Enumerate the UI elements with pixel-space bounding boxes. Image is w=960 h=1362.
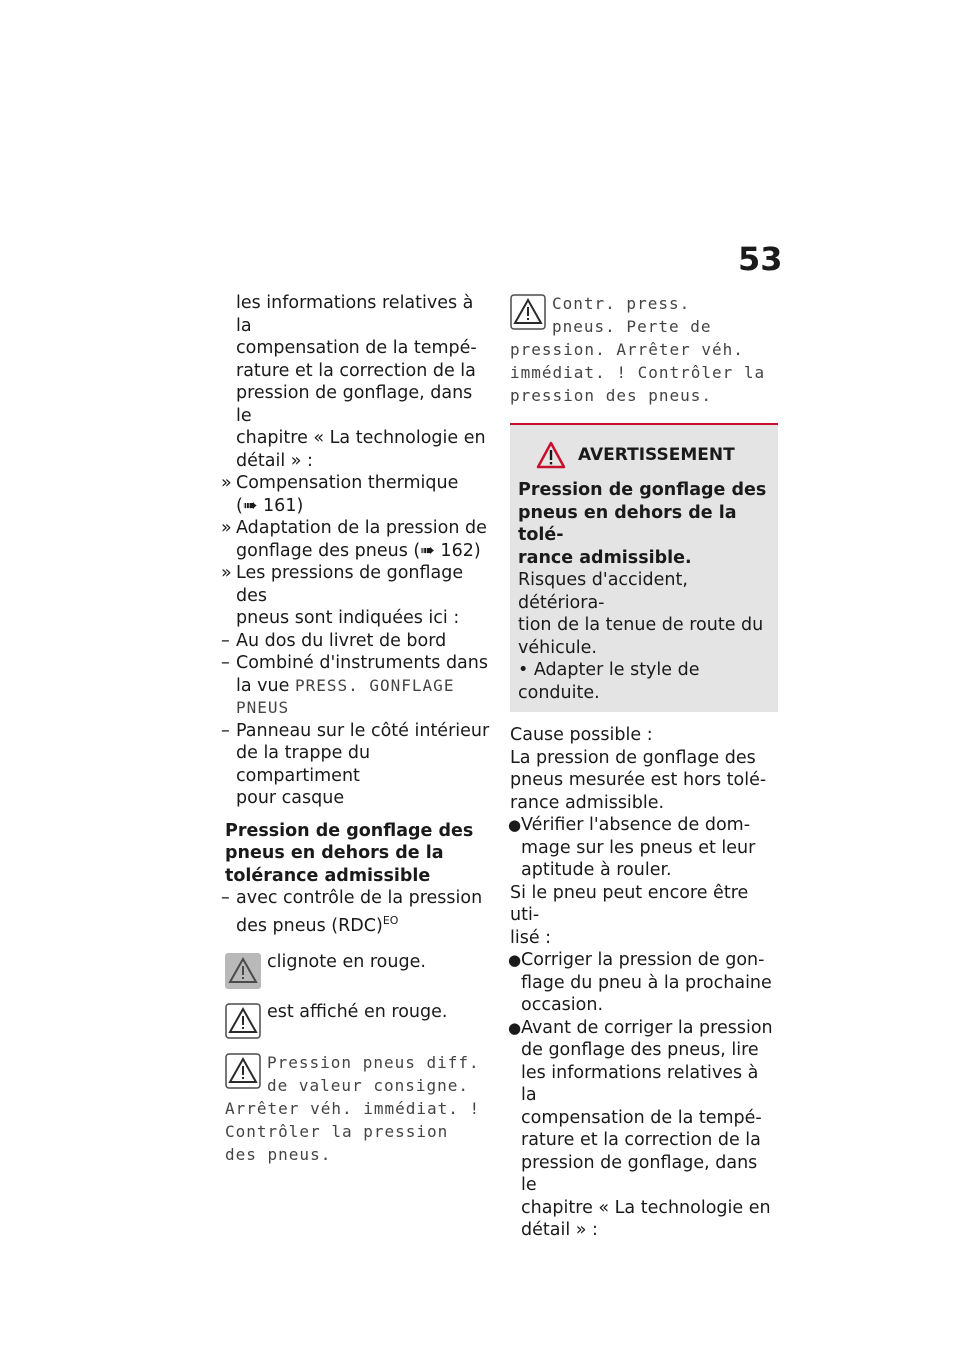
text-line: Avant de corriger la pression [521,1017,773,1038]
text-line: pour casque [236,788,345,808]
text-line: détail » : [521,1220,598,1240]
warning-triangle-outline-icon [510,294,546,330]
reference-marker: » [221,563,232,583]
text-line: de valeur consigne. [267,1075,470,1095]
text-line: rance admissible. [510,792,665,813]
cause-text [510,747,778,815]
text-line: de la trappe du compartiment [236,743,371,786]
text-line: Contr. press. [552,294,691,313]
text-line: pression des pneus. [510,386,713,405]
text-line: Les pressions de gonflage des [236,563,464,606]
warning-action [518,659,770,704]
display-message-block [510,292,778,407]
left-column [221,292,493,1166]
text-line: détail » : [236,450,313,471]
text-line: de gonflage des pneus, lire [521,1040,759,1060]
text-line: rature et la correction de la [521,1130,761,1150]
cause-label: Cause possible : [510,725,653,745]
dash-marker: – [221,653,230,673]
text-line: aptitude à rouler. [521,860,672,880]
text-line: Pression de gonflage des [518,480,767,500]
page-number: 53 [738,240,783,278]
indicator-text: clignote en rouge. [267,951,426,972]
text-line: véhicule. [518,637,597,658]
indicator-row [225,1001,493,1041]
warning-action-text: Adapter le style de conduite. [518,660,700,703]
text-line: Compensation thermique [236,473,459,493]
warning-title [518,441,770,469]
text-line: avec contrôle de la pression [236,888,483,908]
text-line: chapitre « La technologie en [521,1197,771,1218]
reference-item[interactable] [221,472,493,517]
warning-triangle-outline-icon [225,1003,261,1039]
text-line: tolérance admissible [225,865,431,886]
section-heading [225,820,493,888]
text-line: flage du pneu à la prochaine [521,972,772,993]
condition-item [221,887,493,937]
text-fragment: la vue [236,675,290,696]
text-line: Combiné d'instruments dans [236,653,488,673]
list-item [510,1017,778,1242]
text-line: les informations relatives à la [521,1062,759,1105]
text-line: Pression pneus diff. [267,1052,480,1072]
warning-triangle-grey-icon [225,953,261,989]
text-line: immédiat. ! Contrôler la [510,363,766,382]
text-line: Risques d'accident, détériora- [518,570,688,613]
text-line: pneus mesurée est hors tolé- [510,770,767,790]
text-line: les informations relatives à la [236,293,474,336]
intro-text [225,292,493,472]
bullet-marker: ● [508,951,522,969]
text-line: mage sur les pneus et leur [521,837,756,858]
bullet-marker: • [518,660,534,680]
warning-box [510,423,778,712]
text-line: pression de gonflage, dans le [236,383,473,426]
display-message-block [225,1051,493,1166]
equipment-code: EO [382,913,399,927]
display-message: PNEUS [236,698,290,717]
warning-heading [518,479,770,569]
bullet-marker: ● [508,816,522,834]
text-line [236,910,493,937]
text-line: Pression de gonflage des [225,820,474,841]
warning-body [518,569,770,659]
reference-marker: » [221,518,232,538]
dash-item [221,652,493,720]
text-line: Adaptation de la pression de [236,518,487,538]
text-line: pneus en dehors de la tolé- [518,502,737,545]
text-line: pneus. Perte de [552,317,712,336]
text-line: tion de la tenue de route du [518,615,764,635]
text-line: Vérifier l'absence de dom- [521,815,751,835]
indicator-row [225,951,493,991]
text-line: chapitre « La technologie en [236,428,486,448]
text-line: compensation de la tempé- [521,1107,762,1128]
page-reference[interactable]: (➠ 161) [236,495,304,516]
text-line: pneus en dehors de la [225,843,444,863]
reference-item [221,562,493,630]
text-line: occasion. [521,995,604,1015]
condition-text [510,882,778,950]
list-item [510,814,778,882]
text-line: compensation de la tempé- [236,338,477,358]
list-item [510,949,778,1017]
right-column [510,292,778,1242]
dash-item [221,630,493,653]
indicator-text: est affiché en rouge. [267,1001,448,1022]
text-fragment: des pneus (RDC) [236,915,383,936]
display-message: PRESS. GONFLAGE [294,675,455,695]
text-line: Corriger la pression de gon- [521,950,765,970]
reference-marker: » [221,473,232,493]
text-line: rature et la correction de la [236,360,476,381]
text-line: Au dos du livret de bord [236,630,447,651]
text-line: Panneau sur le côté intérieur [236,720,490,741]
warning-triangle-outline-icon [225,1053,261,1089]
text-line: pression de gonflage, dans le [521,1152,758,1195]
text-line [236,675,493,698]
text-line: pneus sont indiquées ici : [236,608,460,628]
text-line: lisé : [510,927,552,948]
text-line: des pneus. [225,1144,332,1164]
text-line: pression. Arrêter véh. [510,340,744,359]
warning-title-text: AVERTISSEMENT [578,444,735,465]
text-line: La pression de gonflage des [510,747,756,768]
dash-item [221,720,493,810]
reference-item[interactable] [221,517,493,562]
text-line: Si le pneu peut encore être uti- [510,882,749,925]
page-reference[interactable]: gonflage des pneus (➠ 162) [236,540,481,561]
dash-marker: – [221,630,230,651]
text-line: rance admissible. [518,547,692,568]
dash-marker: – [221,720,230,741]
warning-red-triangle-icon [536,441,566,469]
dash-marker: – [221,888,230,908]
bullet-marker: ● [508,1018,522,1037]
text-line: Arrêter véh. immédiat. ! [225,1098,481,1118]
text-line: Contrôler la pression [225,1121,449,1141]
